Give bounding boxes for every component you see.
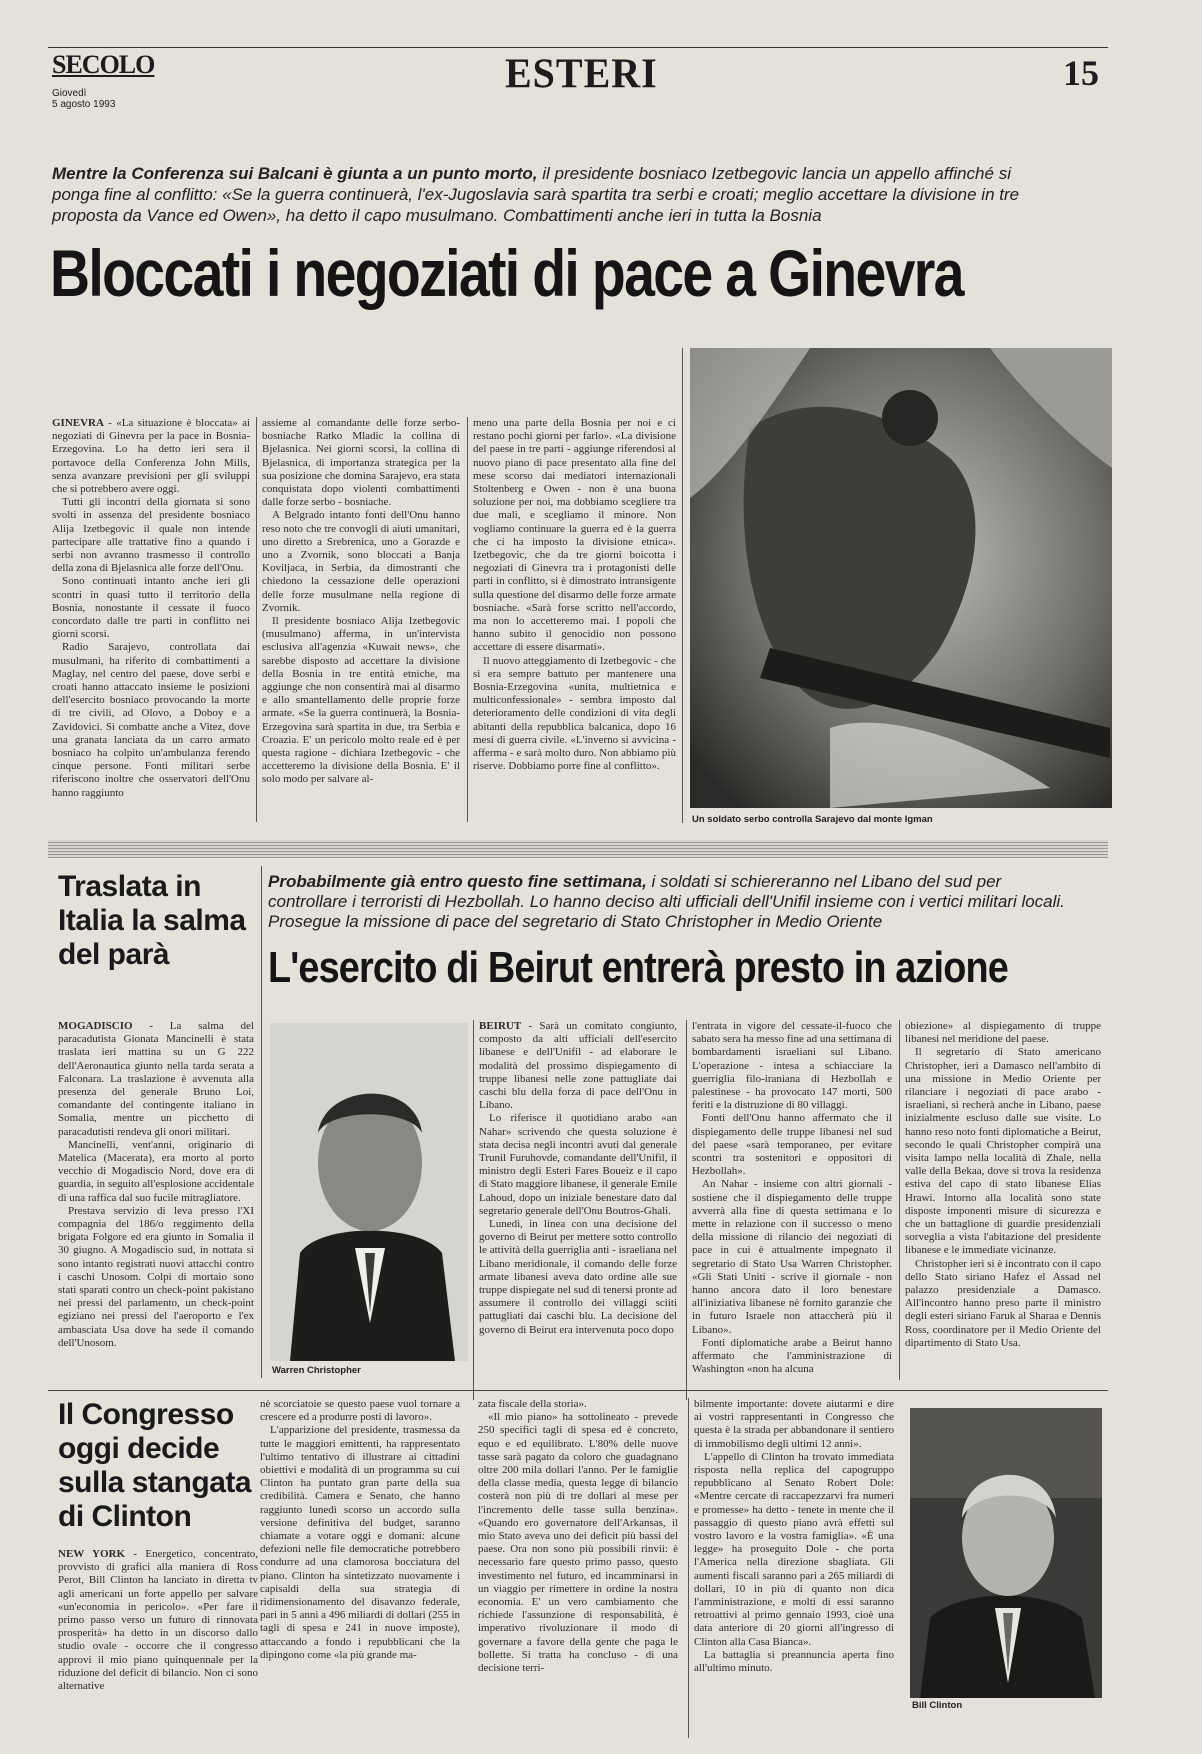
column-rule xyxy=(899,1020,900,1380)
page-number: 15 xyxy=(1063,53,1099,93)
column-rule xyxy=(688,1398,689,1738)
clinton-col3-p1: zata fiscale della storia». xyxy=(478,1398,587,1410)
issue-day: Giovedì xyxy=(52,88,87,99)
lead-column-3 xyxy=(473,417,676,823)
soldier-photo-image xyxy=(690,348,1112,808)
issue-date-value: 5 agosto 1993 xyxy=(52,99,116,110)
beirut-headline: L'esercito di Beirut entrerà presto in azione xyxy=(268,943,1008,992)
lead-col3-p1: meno una parte della Bosnia per noi e ci restano pochi giorni per farlo». «La divisione del paese in tre parti - aggiunge riferendosi al nuovo piano di pace presentato alla fine del mese scorso dai mediatori internazionali Stoltenberg e Owen - non è una buona soluzione per noi, ma dobbiamo scegliere tra due mali, e scegliamo il minore. Non vogliamo continuare la guerra ed è la guerra che ci ha imposto la divisione etnica». Izetbegovic, che da tre giorni boicotta i negoziati di Ginevra tra i protagonisti delle parti in conflitto, si è dimostrato intransigente sulla questione del disarmo delle forze armate bosniache. «Sarà forse scritto nell'accordo, ma non lo accetteremo mai. I popoli che hanno subito il genocidio non possono accettare di essere disarmati». xyxy=(473,417,676,654)
section-rule xyxy=(48,1390,1108,1391)
beirut-dateline: BEIRUT xyxy=(479,1020,522,1032)
beirut-column-2 xyxy=(692,1020,892,1404)
beirut-col2-p3: An Nahar - insieme con altri giornali - sostiene che il dispiegamento delle truppe avverrà alla fine di questa settimana e lo mette in relazione con il successo o meno della missione di rilancio dei negoziati di pace in cui è attualmente impegnato il segretario di Stato Usa Warren Christopher. «Gli Stati Uniti - scrive il giornale - non hanno ancora dato il loro benestare all'iniziativa libanese nè fornito garanzie che in futuro Israele non attaccherà più il Libano». xyxy=(692,1178,892,1336)
column-rule xyxy=(473,1020,474,1400)
section-divider xyxy=(48,840,1108,858)
beirut-intro-bold: Probabilmente già entro questo fine settimana, xyxy=(268,872,647,891)
lead-dateline: GINEVRA xyxy=(52,417,104,429)
clinton-col4-p1: bilmente importante: dovete aiutarmi e dire ai vostri rappresentanti in Congresso che questa è la strada per abbandonare il sentiero di immobilismo degli ultimi 12 anni». xyxy=(694,1398,894,1450)
column-rule xyxy=(686,1020,687,1400)
clinton-col2-p1: nè scorciatoie se questo paese vuol tornare a crescere ed a produrre posti di lavoro». xyxy=(260,1398,460,1424)
lead-col2-p3: Il presidente bosniaco Alija Izetbegovic (musulmano) afferma, in un'intervista esclusiva all'agenzia «Kuwait news», che sarebbe disposto ad accettare la divisione della Bosnia in tre entità etniche, ma aggiunge che non consentirà mai al disarmo e allo smantellamento delle proprie forze armate. «Se la guerra continuerà, la Bosnia-Erzegovina sarà spartita in due, tra Serbia e Croazia. E' un pericolo molto reale ed è per questa ragione - dichiara Izetbegovic - che accetteremo la divisione della Bosnia. E' il solo modo per salvare al- xyxy=(262,615,460,786)
clinton-photo-image xyxy=(910,1408,1102,1698)
beirut-col1-p2: Lo riferisce il quotidiano arabo «an Nahar» scrivendo che questa soluzione è stata decisa negli incontri avuti dal generale Trunil Furuhovde, comandante dell'Unifil, il ministro degli Esteri Fares Boueiz e il capo di Stato maggiore libanese, il generale Emile Lahoud, dopo un iniziale benestare dato dal segretario generale dell'Onu Boutros-Ghali. xyxy=(479,1112,677,1217)
lead-col1-p3: Sono continuati intanto anche ieri gli scontri in quasi tutto il territorio della Bosnia, nonostante il cessate il fuoco concordato dalle tre parti in conflitto nei giorni scorsi. xyxy=(52,575,250,641)
clinton-column-3 xyxy=(478,1398,678,1744)
lead-column-1 xyxy=(52,417,250,823)
masthead: SECOLO xyxy=(52,50,155,79)
lead-intro-bold: Mentre la Conferenza sui Balcani è giunta a un punto morto, xyxy=(52,164,538,183)
column-rule xyxy=(467,417,468,822)
soldier-photo-caption: Un soldato serbo controlla Sarajevo dal monte Igman xyxy=(692,814,933,825)
column-rule xyxy=(256,417,257,822)
clinton-col4-p2: L'appello di Clinton ha trovato immediata risposta nella replica del capogruppo repubblicano al Senato Robert Dole: «Mentre cercate di raccapezzarvi fra numeri e promesse» ha detto - tenete in mente che il passaggio di questo piano avrà effetti sul vostro lavoro e la vostra famiglia». «È una legge» ha proseguito Dole - che porta l'America nella direzione sbagliata. Gli aumenti fiscali saranno pari a 265 miliardi di dollari, 10 in più di quanto non dica l'amministrazione, e molti di essi saranno retroattivi al primo gennaio 1993, cioè una data anteriore di 20 giorni all'ingresso di Clinton alla Casa Bianca». xyxy=(694,1450,894,1648)
beirut-col1-p1: - Sarà un comitato congiunto, composto da alti ufficiali dell'esercito libanese e dell'Unifil - ad elaborare le modalità del prossimo dispiegamento di truppe libanesi nelle zone pattugliate dai caschi blu della forza di pace dell'Onu in Libano. xyxy=(479,1020,677,1112)
lead-col1-p2: Tutti gli incontri della giornata si sono svolti in assenza del presidente bosniaco Alija Izetbegovic il quale non intende partecipare alle trattative fino a quando i serbi non avranno trasmesso il controllo della zona di Bjelasnica alle forze dell'Onu. xyxy=(52,496,250,575)
clinton-headline: Il Congresso oggi decide sulla stangata di Clinton xyxy=(58,1398,252,1533)
side-p1: - La salma del paracadutista Gionata Mancinelli è stata traslata ieri mattina su un G 222 dell'Aeronautica giunto nella tarda serata a Falconara. La traslazione è avvenuta alla presenza del generale Bruno Loi, comandante del contingente italiano in Somalia, mentre un picchetto di paracadutisti rendeva gli onori militari. xyxy=(58,1020,254,1138)
side-dateline: MOGADISCIO xyxy=(58,1020,133,1032)
beirut-column-1 xyxy=(479,1020,677,1404)
lead-col1-p1: - «La situazione è bloccata» ai negoziati di Ginevra per la pace in Bosnia-Erzegovina. Lo ha detto ieri sera il portavoce della Conferenza John Mills, senza avanzare previsioni per gli sviluppi che si potrebbero avere oggi. xyxy=(52,417,250,496)
side-p2: Mancinelli, vent'anni, originario di Matelica (Macerata), era morto al porto vecchio di Mogadiscio Nord, dove era di guardia, in seguito all'esplosione accidentale di una raffica dal suo fucile mitragliatore. xyxy=(58,1138,254,1204)
beirut-col3-p2: Il segretario di Stato americano Christopher, ieri a Damasco nell'ambito di una missione in Medio Oriente per rilanciare i negoziati di pace arabo - israeliani, si recherà anche in Libano, paese inizialmente escluso dalle sue visite. Lo hanno reso noto fonti diplomatiche a Beirut, secondo le quali Christopher compirà una visita lampo nella località di Zhale, nella valle della Bekaa, dove si trova la residenza estiva del capo di stato libanese Elias Hrawi. Intorno alla località sono state disposte imponenti misure di sicurezza e che un battaglione di guardie presidenziali sorveglia a vista l'abitazione del presidente libanese e le immediate vicinanze. xyxy=(905,1046,1101,1257)
clinton-column-1 xyxy=(58,1548,258,1744)
lead-col2-p1: assieme al comandante delle forze serbo-bosniache Ratko Mladic la collina di Bjelasnica. Nei giorni scorsi, la collina di Bjelasnica, di importanza strategica per la sua posizione che domina Sarajevo, era stata conquistata dopo violenti combattimenti dalle forze serbo - bosniache. xyxy=(262,417,460,509)
side-headline: Traslata in Italia la salma del parà xyxy=(58,870,246,971)
column-rule xyxy=(261,866,262,1378)
clinton-column-4 xyxy=(694,1398,894,1744)
beirut-intro-rest: i soldati si schiereranno nel Libano del sud per controllare i terroristi di Hezbollah. Lo hanno deciso alti ufficiali dell'Unifil insieme con i vertici militari locali. Prosegue la missione di pace del segretario di Stato Christopher in Medio Oriente xyxy=(268,872,1065,931)
soldier-photo xyxy=(690,348,1112,808)
lead-col2-p2: A Belgrado intanto fonti dell'Onu hanno reso noto che tre convogli di aiuti umanitari, uno diretto a Srebrenica, uno a Gorazde e uno a Zvornik, sono bloccati a Banja Koviljaca, in Serbia, da dimostranti che chiedono la cessazione delle operazioni delle forze musulmane nella regione di Zvornik. xyxy=(262,509,460,614)
beirut-col3-p3: Christopher ieri si è incontrato con il capo dello Stato siriano Hafez el Assad nel palazzo presidenziale a Damasco. All'incontro hanno preso parte il ministro degli esteri siriano Faruk al Sharaa e Dennis Ross, coordinatore per il Medio Oriente del dipartimento di Stato Usa. xyxy=(905,1257,1101,1349)
clinton-col3-p2: «Il mio piano» ha sottolineato - prevede 250 specifici tagli di spesa ed è concreto, equo e ed equilibrato. L'80% delle nuove tasse sarà pagato da coloro che guadagnano oltre 200 mila dollari l'anno. Per le famiglie della classe media, questa legge di bilancio costerà non più di tre dollari al mese per l'incremento delle tasse sulla benzina». «Quando ero governatore dell'Arkansas, il mio Stato aveva uno dei deficit più bassi del paese. Ora non sono più possibili rinvii: è necessario fare questo primo passo, questo investimento nel futuro, ed incamminarsi in un viaggio per rimettere in ordine la nostra economia. E' un vero cambiamento che richiede l'assunzione di responsabilità, è imperativo rivoluzionare il modo di governare a favore della gente che paga le bollette. Si tratta ha concluso - di una decisione terri- xyxy=(478,1411,678,1675)
lead-col1-p4: Radio Sarajevo, controllata dai musulmani, ha riferito di combattimenti a Maglay, nel centro del paese, dove serbi e croati hanno attaccato insieme le posizioni dell'esercito bosniaco provocando la morte di tre civili, ad Olovo, a Doboy e a Zavidovici. Si combatte anche a Vitez, dove una granata lanciata da un carro armato bosniaco ha colpito un'ambulanza ferendo cinque persone. Fonti militari serbe riferiscono inoltre che osservatori dell'Onu hanno raggiunto xyxy=(52,641,250,799)
clinton-dateline: NEW YORK xyxy=(58,1548,126,1560)
christopher-caption: Warren Christopher xyxy=(272,1365,361,1376)
issue-date xyxy=(52,88,115,110)
section-title: ESTERI xyxy=(505,49,658,98)
lead-col3-p2: Il nuovo atteggiamento di Izetbegovic - che si era sempre battuto per mantenere una Bosnia-Erzegovina «unita, multietnica e multiconfessionale» - sembra imposto dal deterioramento delle condizioni di vita degli abitanti della repubblica balcanica, dopo 16 mesi di guerra civile. «L'inverno si avvicina - afferma - e sarà molto duro. Non abbiamo più riserve. Dobbiamo porre fine al conflitto». xyxy=(473,654,676,773)
lead-headline: Bloccati i negoziati di pace a Ginevra xyxy=(50,236,963,310)
clinton-col1-p1: - Energetico, concentrato, provvisto di grafici alla maniera di Ross Perot, Bill Clinton ha lanciato in diretta tv agli americani un forte appello per salvare «un'economia in pericolo». «Per fare il primo passo verso un futuro di rinnovata prosperità» ha detto in un discorso dallo studio ovale - occorre che il congresso approvi il mio piano quinquennale per la riduzione del deficit di bilancio. Non ci sono alternative xyxy=(58,1548,258,1693)
clinton-column-2 xyxy=(260,1398,460,1744)
christopher-photo-image xyxy=(270,1023,468,1361)
beirut-intro xyxy=(268,872,1068,932)
clinton-photo xyxy=(910,1408,1102,1698)
beirut-col1-p3: Lunedì, in linea con una decisione del governo di Beirut per mettere sotto controllo le attività della guerriglia anti - israeliana nel Libano meridionale, il comando delle forze armate libanesi aveva dato ordine alle sue truppe dispiegate nel sud di tenersi pronte ad assumere il controllo dei villaggi sciiti pattugliati dai caschi blu. La decisione del governo di Beirut era intervenuta poco dopo xyxy=(479,1218,677,1336)
christopher-photo xyxy=(270,1023,468,1361)
lead-intro xyxy=(52,163,1042,226)
beirut-col3-p1: obiezione» al dispiegamento di truppe libanesi nel meridione del paese. xyxy=(905,1020,1101,1046)
clinton-col2-p2: L'apparizione del presidente, trasmessa da tutte le maggiori emittenti, ha rappresentato l'ultimo tentativo di illustrare ai cittadini obiettivi e modalità di un programma su cui Clinton ha puntato gran parte della sua credibilità. Camera e Senato, che hanno raggiunto lunedì scorso un accordo sulla versione definitiva del budget, saranno chiamate a votare oggi e domani: alcune defezioni nelle file democratiche potrebbero condurre ad una clamorosa bocciatura del piano. Clinton ha sintetizzato nuovamente i capisaldi della sua strategia di ridimensionamento del disavanzo federale, pari in 5 anni a 496 miliardi di dollari (255 in tagli di spesa e 241 in nuove imposte), attaccando a fondo i repubblicani che la dipingono come «la più grande ma- xyxy=(260,1424,460,1661)
column-rule xyxy=(682,348,683,823)
clinton-col4-p3: La battaglia si preannuncia aperta fino all'ultimo minuto. xyxy=(694,1648,894,1675)
clinton-caption: Bill Clinton xyxy=(912,1700,963,1711)
side-p3: Prestava servizio di leva presso l'XI compagnia del 186/o reggimento della brigata Folgore ed era giunto in Somalia il 30 giugno. A Mogadiscio sud, in nottata si sono intanto registrati nuovi attacchi contro i caschi Unosom. Colpi di mortaio sono stati sparati contro un check-point pakistano nei pressi del parlamento, un check-point egiziano nei pressi del l'aeroporto e l'ex ambasciata Usa dove ha sede il comando dell'Unosom. xyxy=(58,1204,254,1349)
beirut-col2-p4: Fonti diplomatiche arabe a Beirut hanno affermato che l'amministrazione di Washington «non ha alcuna xyxy=(692,1336,892,1376)
lead-column-2 xyxy=(262,417,460,823)
beirut-col2-p1: l'entrata in vigore del cessate-il-fuoco che sabato sera ha messo fine ad una settimana di bombardamenti israeliani sul Libano. L'operazione - intesa a schiacciare la guerriglia filo-iraniana di Hezbollah e palestinese - ha provocato 147 morti, 500 feriti e la distruzione di 80 villaggi. xyxy=(692,1020,892,1112)
beirut-column-3 xyxy=(905,1020,1101,1382)
side-column xyxy=(58,1020,254,1377)
beirut-col2-p2: Fonti dell'Onu hanno affermato che il dispiegamento delle truppe libanesi nel sud del paese «sarà temporaneo, per evitare scontri tra sostenitori e oppositori di Hezbollah». xyxy=(692,1112,892,1178)
lead-intro-rest: il presidente bosniaco Izetbegovic lancia un appello affinché si ponga fine al conflitto: «Se la guerra continuerà, l'ex-Jugoslavia sarà spartita tra serbi e croati; meglio accettare la divisione in tre proposta da Vance ed Owen», ha detto il capo musulmano. Combattimenti anche ieri in tutta la Bosnia xyxy=(52,164,1020,225)
